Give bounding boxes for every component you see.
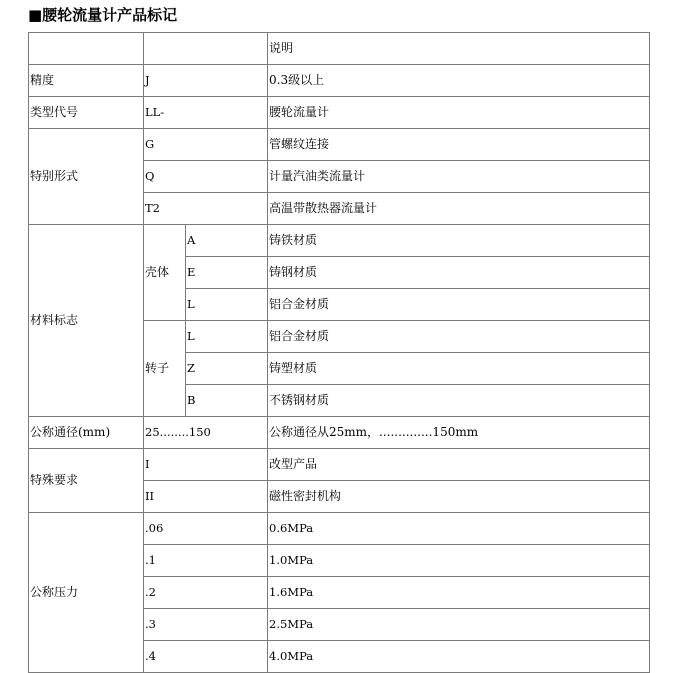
row-sublabel: 转子: [144, 321, 186, 417]
row-description: 管螺纹连接: [268, 129, 650, 161]
row-code: L: [186, 321, 268, 353]
table-row-precision: [29, 65, 650, 97]
row-description: 1.6MPa: [268, 577, 650, 609]
row-code: .3: [144, 609, 268, 641]
row-code: B: [186, 385, 268, 417]
row-code: T2: [144, 193, 268, 225]
row-code: .06: [144, 513, 268, 545]
row-label: 材料标志: [29, 225, 144, 417]
row-description: 公称通径从25mm，..............150mm: [268, 417, 650, 449]
table-row-pressure: [29, 513, 650, 545]
row-label: 公称压力: [29, 513, 144, 673]
page-title: ■腰轮流量计产品标记: [28, 6, 178, 24]
table-header-row: [29, 33, 650, 65]
row-label: 特别形式: [29, 129, 144, 225]
row-description: 铝合金材质: [268, 289, 650, 321]
row-description: 改型产品: [268, 449, 650, 481]
row-code: G: [144, 129, 268, 161]
row-description: 磁性密封机构: [268, 481, 650, 513]
row-description: 0.3级以上: [268, 65, 650, 97]
row-description: 2.5MPa: [268, 609, 650, 641]
row-description: 不锈钢材质: [268, 385, 650, 417]
row-code: J: [144, 65, 268, 97]
table-row-type: [29, 97, 650, 129]
product-marking-table: [28, 32, 650, 673]
table-row-special-form: [29, 129, 650, 161]
row-description: 铸铁材质: [268, 225, 650, 257]
row-description: 铸钢材质: [268, 257, 650, 289]
row-code: Q: [144, 161, 268, 193]
table-row-diameter: [29, 417, 650, 449]
row-description: 腰轮流量计: [268, 97, 650, 129]
row-label: 公称通径(mm): [29, 417, 144, 449]
table-row-special-requirement: [29, 449, 650, 481]
row-code: 25........150: [144, 417, 268, 449]
row-code: L: [186, 289, 268, 321]
row-code: .4: [144, 641, 268, 673]
row-description: 1.0MPa: [268, 545, 650, 577]
header-cell-description: 说明: [268, 33, 650, 65]
row-description: 0.6MPa: [268, 513, 650, 545]
row-label: 特殊要求: [29, 449, 144, 513]
row-description: 4.0MPa: [268, 641, 650, 673]
row-code: LL-: [144, 97, 268, 129]
row-description: 铝合金材质: [268, 321, 650, 353]
row-label: 精度: [29, 65, 144, 97]
row-code: .2: [144, 577, 268, 609]
header-cell-2: [144, 33, 268, 65]
header-cell-1: [29, 33, 144, 65]
row-label: 类型代号: [29, 97, 144, 129]
table-row-material-shell: [29, 225, 650, 257]
row-code: A: [186, 225, 268, 257]
row-description: 计量汽油类流量计: [268, 161, 650, 193]
row-sublabel: 壳体: [144, 225, 186, 321]
row-description: 高温带散热器流量计: [268, 193, 650, 225]
row-code: E: [186, 257, 268, 289]
row-code: .1: [144, 545, 268, 577]
row-code: I: [144, 449, 268, 481]
row-code: Z: [186, 353, 268, 385]
row-description: 铸塑材质: [268, 353, 650, 385]
row-code: II: [144, 481, 268, 513]
